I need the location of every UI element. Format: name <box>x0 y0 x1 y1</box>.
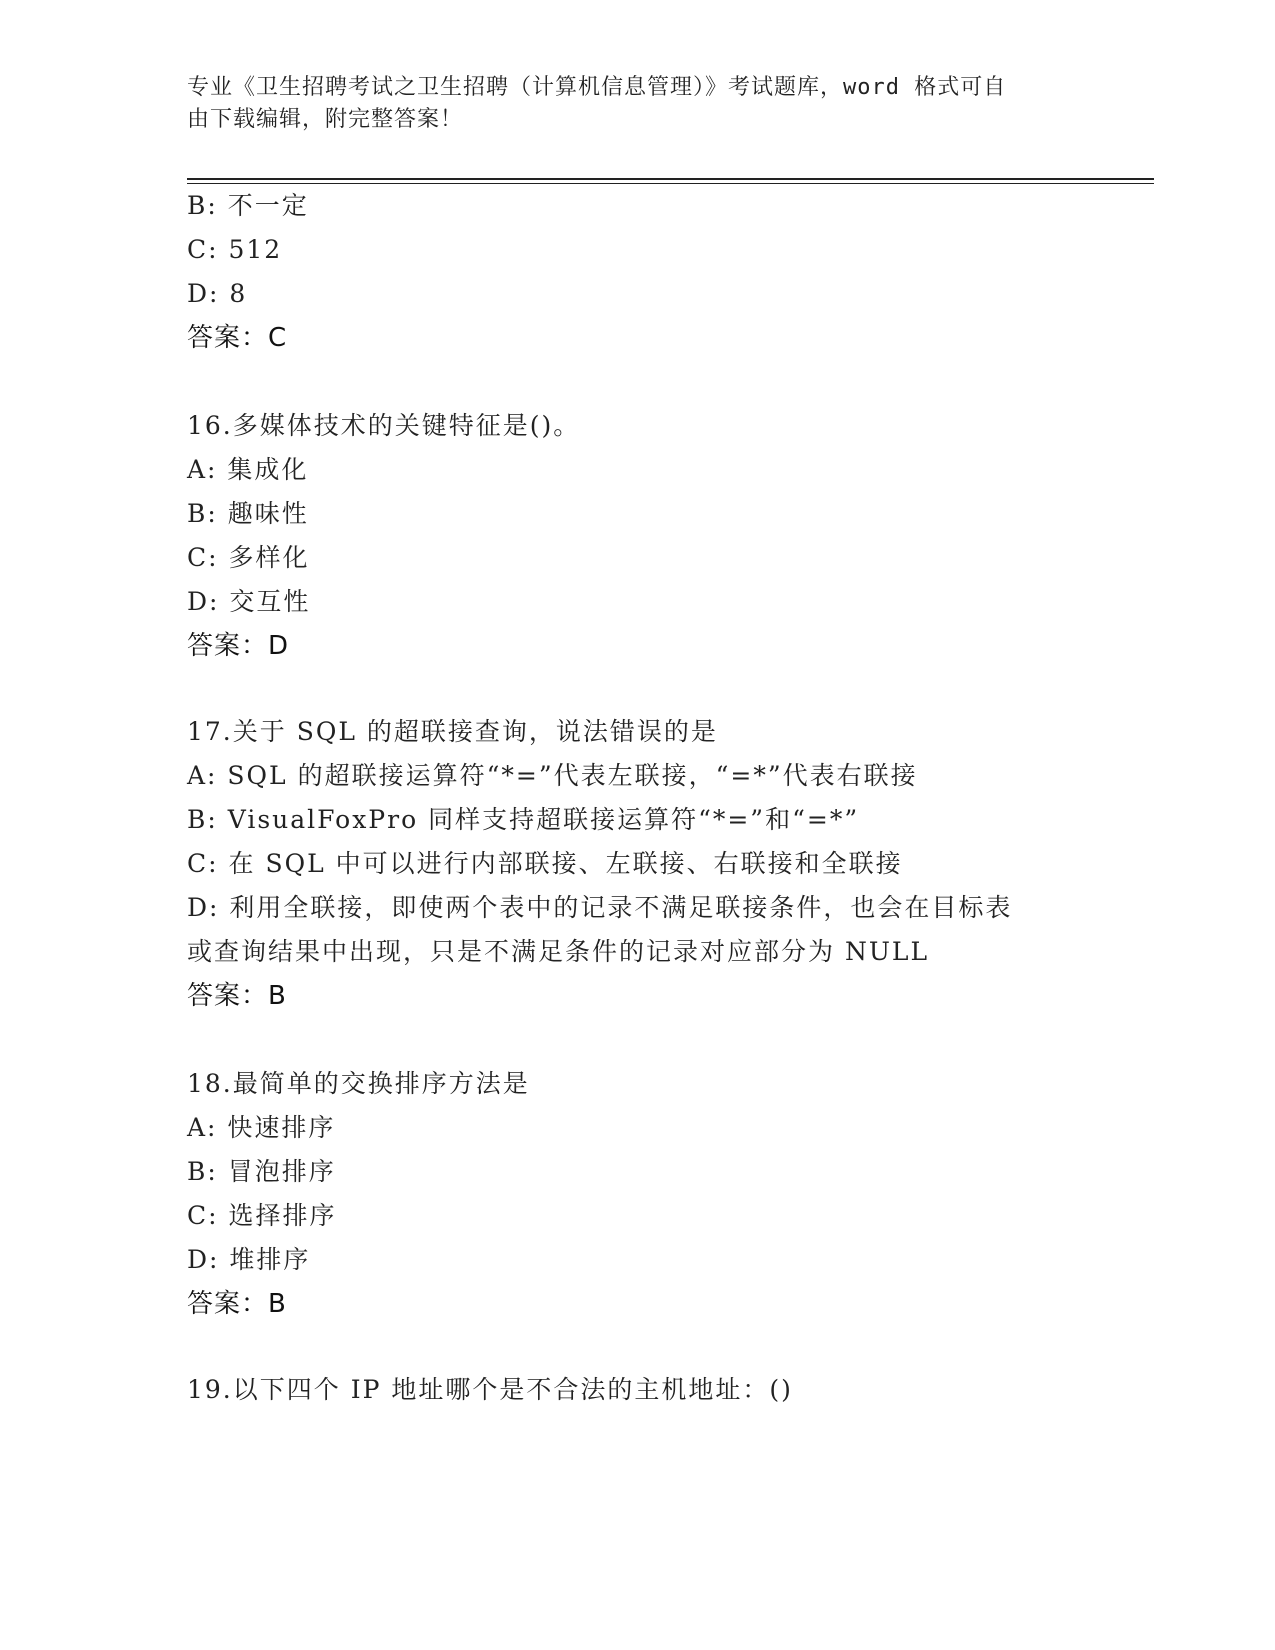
q17-option-b: B: VisualFoxPro 同样支持超联接运算符“*=”和“=*” <box>187 805 860 834</box>
q15-option-b: B: 不一定 <box>187 191 309 220</box>
q16-option-d: D: 交互性 <box>187 587 311 616</box>
q16-option-a: A: 集成化 <box>187 455 309 484</box>
q19-question: 19.以下四个 IP 地址哪个是不合法的主机地址：() <box>187 1375 793 1404</box>
q18-question: 18.最简单的交换排序方法是 <box>187 1069 530 1098</box>
q18-option-b: B: 冒泡排序 <box>187 1157 336 1186</box>
header-line-2: 由下载编辑，附完整答案！ <box>187 107 464 132</box>
q15-option-c: C: 512 <box>187 235 283 264</box>
q16-option-c: C: 多样化 <box>187 543 310 572</box>
q15-option-d: D: 8 <box>187 279 248 308</box>
header-divider-thin <box>187 183 1154 184</box>
q16-answer: 答案：D <box>187 631 290 661</box>
header-divider-thick <box>187 178 1154 180</box>
q18-option-a: A: 快速排序 <box>187 1113 336 1142</box>
document-header <box>187 72 1067 136</box>
q16-option-b: B: 趣味性 <box>187 499 309 528</box>
q16-question: 16.多媒体技术的关键特征是()。 <box>187 411 581 440</box>
q18-option-c: C: 选择排序 <box>187 1201 337 1230</box>
q18-option-d: D: 堆排序 <box>187 1245 311 1274</box>
q18-answer: 答案：B <box>187 1289 287 1319</box>
q17-answer: 答案：B <box>187 981 287 1011</box>
q17-option-d-line-2: 或查询结果中出现，只是不满足条件的记录对应部分为 NULL <box>187 937 930 966</box>
header-line-1: 专业《卫生招聘考试之卫生招聘（计算机信息管理）》考试题库，word 格式可自 <box>187 75 1007 100</box>
q17-option-c: C: 在 SQL 中可以进行内部联接、左联接、右联接和全联接 <box>187 849 903 878</box>
q17-option-a: A: SQL 的超联接运算符“*=”代表左联接，“=*”代表右联接 <box>187 761 918 790</box>
q17-question: 17.关于 SQL 的超联接查询，说法错误的是 <box>187 717 718 746</box>
q17-option-d-line-1: D: 利用全联接，即使两个表中的记录不满足联接条件，也会在目标表 <box>187 893 1013 922</box>
q15-answer: 答案：C <box>187 323 288 353</box>
